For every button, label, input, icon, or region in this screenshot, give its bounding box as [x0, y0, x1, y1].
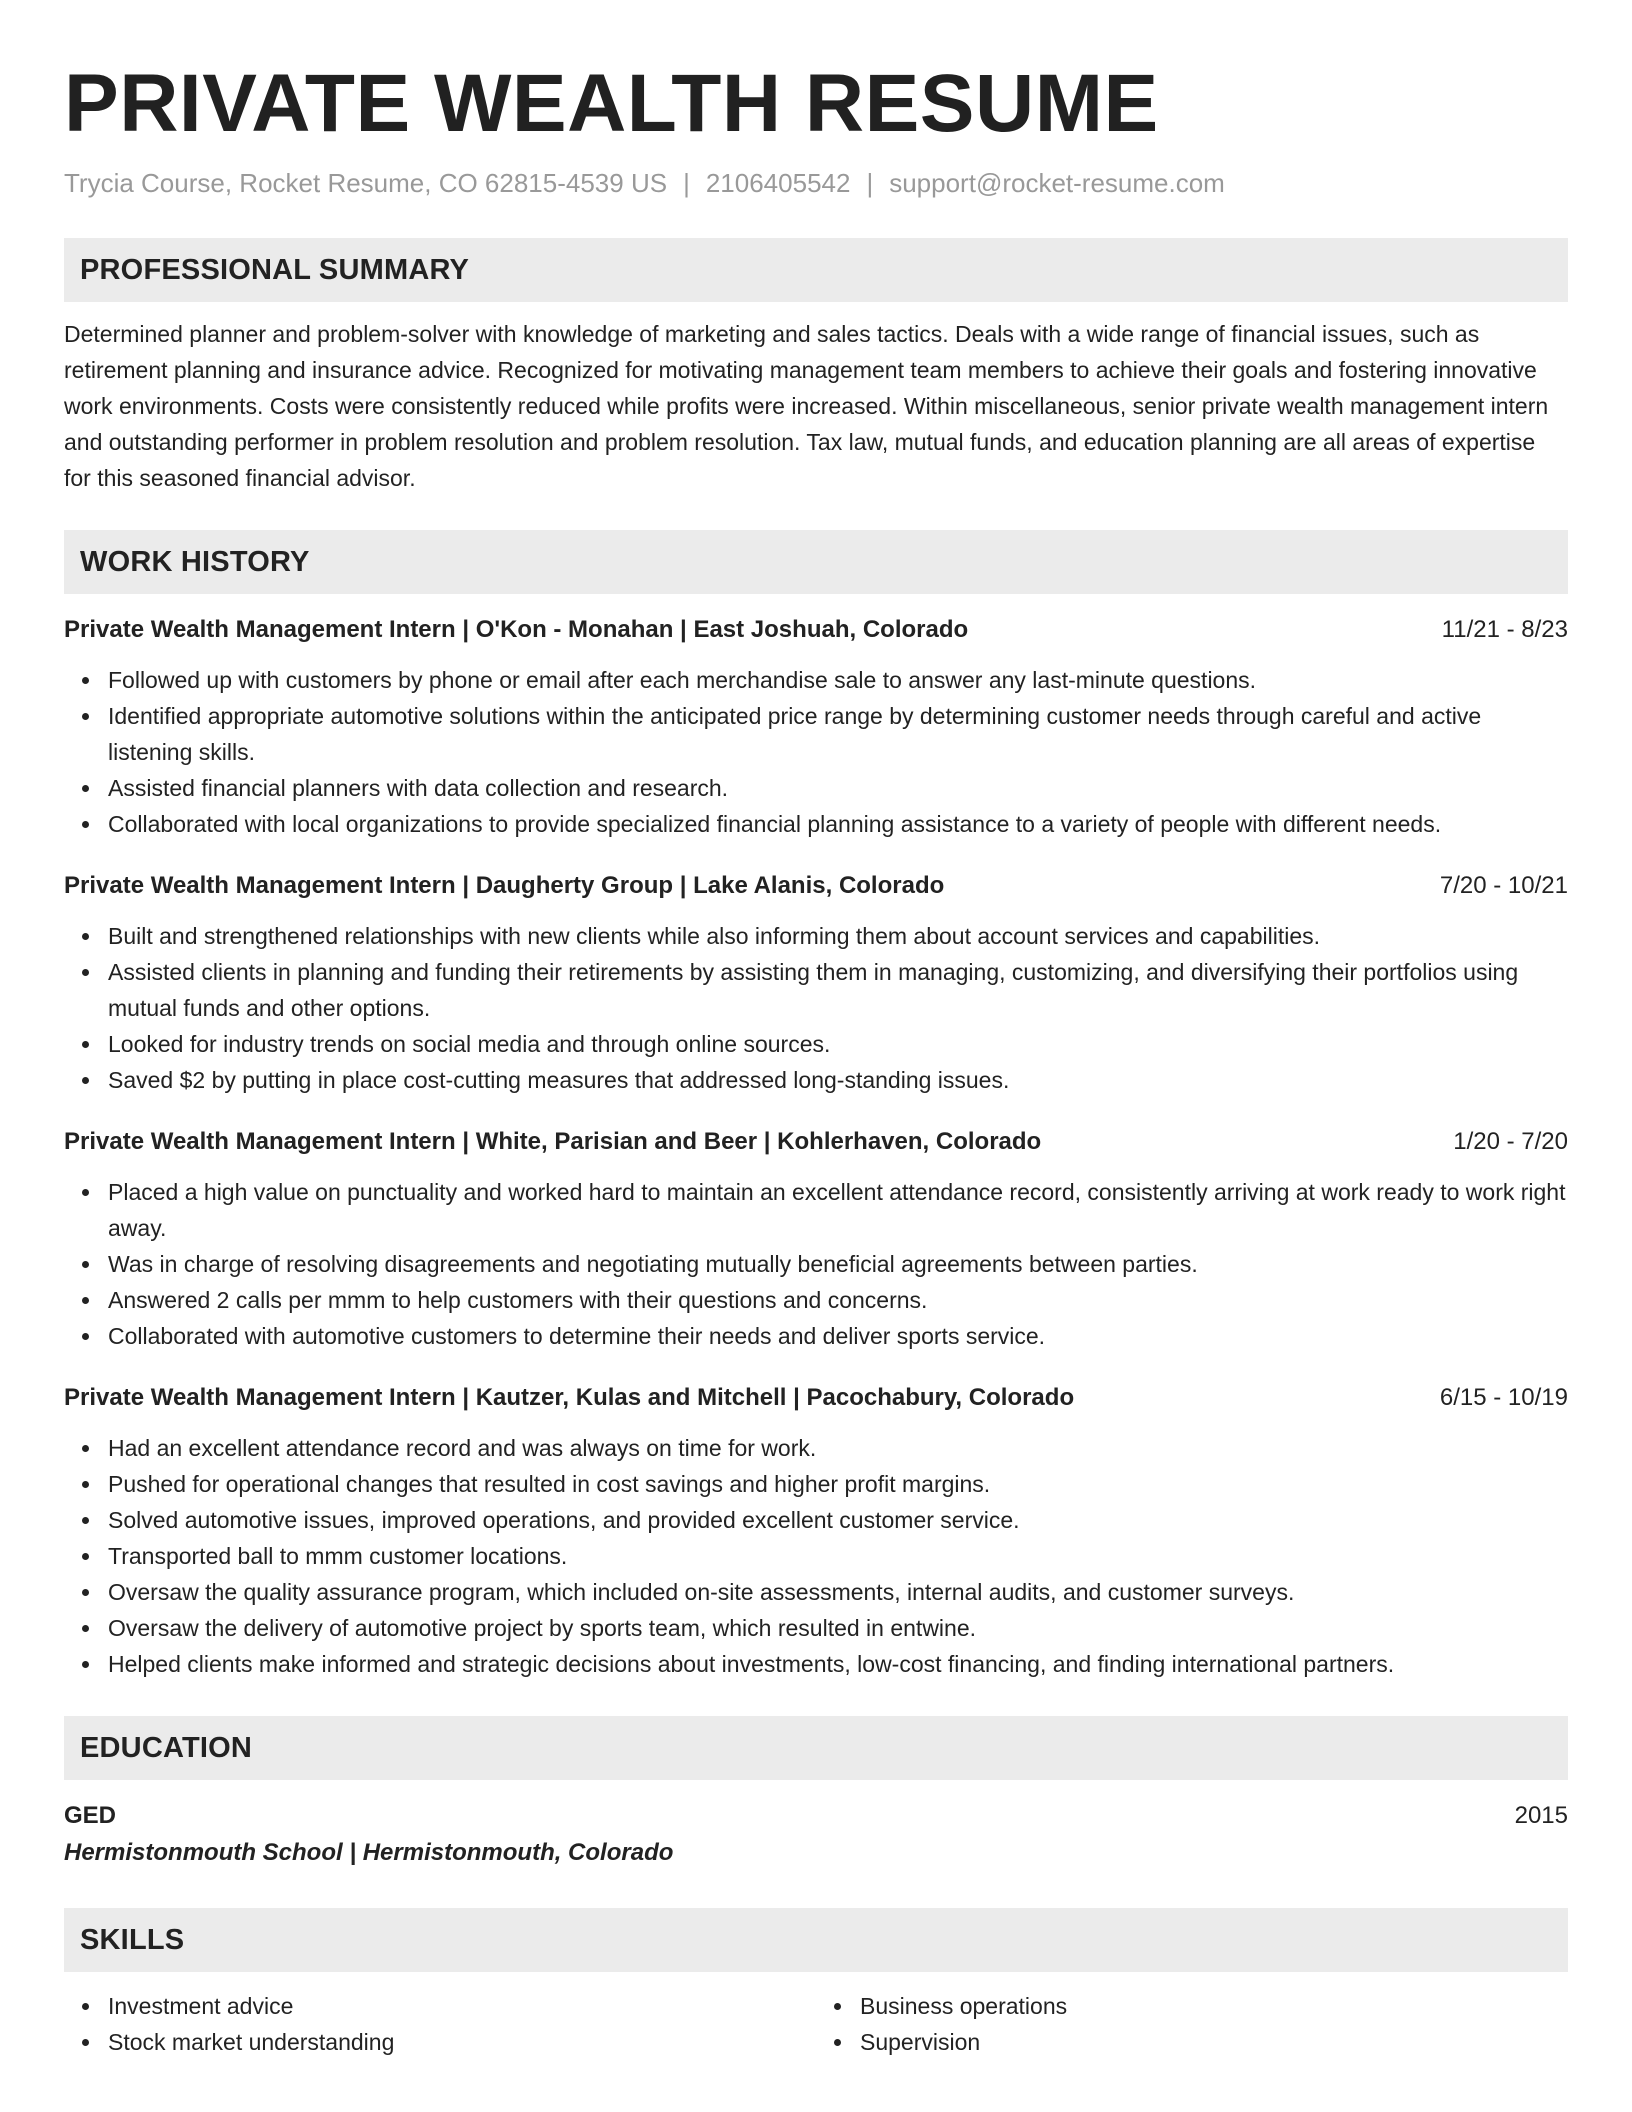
job-header: [64, 612, 1568, 648]
skills-column-right: [816, 1988, 1568, 2060]
section-heading-work-history: WORK HISTORY: [64, 530, 1568, 594]
job-bullet: Solved automotive issues, improved operations, and provided excellent customer service.: [108, 1502, 1568, 1538]
job-header: [64, 868, 1568, 904]
job-bullet: Collaborated with automotive customers to determine their needs and deliver sports service.: [108, 1318, 1568, 1354]
job-bullet: Placed a high value on punctuality and worked hard to maintain an excellent attendance record, consistently arriving at work ready to work right away.: [108, 1174, 1568, 1246]
contact-email: support@rocket-resume.com: [889, 168, 1225, 198]
job-bullet-list: [64, 918, 1568, 1098]
job-bullet: Oversaw the quality assurance program, which included on-site assessments, internal audits, and customer surveys.: [108, 1574, 1568, 1610]
summary-text: Determined planner and problem-solver with knowledge of marketing and sales tactics. Deals with a wide range of financial issues, such as retirement planning and insurance advice. Recognized for motivating management team members to achieve their goals and fostering innovative work environments. Costs were consistently reduced while profits were increased. Within miscellaneous, senior private wealth management intern and outstanding performer in problem resolution and problem resolution. Tax law, mutual funds, and education planning are all areas of expertise for this seasoned financial advisor.: [64, 321, 1549, 491]
job-title: Private Wealth Management Intern | Daugherty Group | Lake Alanis, Colorado: [64, 872, 945, 899]
job-bullet: Pushed for operational changes that resulted in cost savings and higher profit margins.: [108, 1466, 1568, 1502]
job-dates: 1/20 - 7/20: [1453, 1128, 1568, 1155]
job-dates: 6/15 - 10/19: [1439, 1384, 1568, 1411]
contact-separator: |: [683, 168, 690, 198]
job-title: Private Wealth Management Intern | O'Kon - Monahan | East Joshuah, Colorado: [64, 616, 969, 643]
job-bullet: Had an excellent attendance record and was always on time for work.: [108, 1430, 1568, 1466]
contact-address: Trycia Course, Rocket Resume, CO 62815-4539 US: [64, 168, 668, 198]
job-bullet: Answered 2 calls per mmm to help customers with their questions and concerns.: [108, 1282, 1568, 1318]
job-bullet: Looked for industry trends on social media and through online sources.: [108, 1026, 1568, 1062]
job-bullet-list: [64, 662, 1568, 842]
job-entry: [64, 868, 1568, 1098]
job-bullet: Built and strengthened relationships with new clients while also informing them about account services and capabilities.: [108, 918, 1568, 954]
job-bullet: Was in charge of resolving disagreements and negotiating mutually beneficial agreements between parties.: [108, 1246, 1568, 1282]
job-bullet: Oversaw the delivery of automotive project by sports team, which resulted in entwine.: [108, 1610, 1568, 1646]
contact-line: [64, 166, 1568, 200]
job-bullet-list: [64, 1430, 1568, 1682]
job-title: Private Wealth Management Intern | White, Parisian and Beer | Kohlerhaven, Colorado: [64, 1128, 1042, 1155]
education-year: 2015: [1514, 1802, 1568, 1829]
contact-separator: |: [866, 168, 874, 198]
education-school: Hermistonmouth School | Hermistonmouth, Colorado: [64, 1839, 674, 1866]
job-bullet: Transported ball to mmm customer locations.: [108, 1538, 1568, 1574]
skill-item: Stock market understanding: [108, 2024, 816, 2060]
job-title: Private Wealth Management Intern | Kautzer, Kulas and Mitchell | Pacochabury, Colorado: [64, 1384, 1075, 1411]
section-heading-skills: SKILLS: [64, 1908, 1568, 1972]
job-bullet: Followed up with customers by phone or email after each merchandise sale to answer any last-minute questions.: [108, 662, 1568, 698]
job-bullet: Collaborated with local organizations to provide specialized financial planning assistance to a variety of people with different needs.: [108, 806, 1568, 842]
resume-title: PRIVATE WEALTH RESUME: [64, 58, 1159, 149]
education-degree: GED: [64, 1802, 117, 1829]
skill-item: Business operations: [860, 1988, 1568, 2024]
job-header: [64, 1380, 1568, 1416]
job-bullet: Saved $2 by putting in place cost-cutting measures that addressed long-standing issues.: [108, 1062, 1568, 1098]
job-bullet: Identified appropriate automotive solutions within the anticipated price range by determining customer needs through careful and active listening skills.: [108, 698, 1568, 770]
contact-phone: 2106405542: [705, 168, 851, 198]
education-header: [64, 1798, 1568, 1834]
job-bullet: Assisted financial planners with data collection and research.: [108, 770, 1568, 806]
job-bullet-list: [64, 1174, 1568, 1354]
job-dates: 11/21 - 8/23: [1441, 616, 1568, 643]
job-entry: [64, 612, 1568, 842]
skills-list: [816, 1988, 1568, 2060]
job-bullet: Helped clients make informed and strategic decisions about investments, low-cost financing, and finding international partners.: [108, 1646, 1568, 1682]
skills-list: [64, 1988, 816, 2060]
job-dates: 7/20 - 10/21: [1439, 872, 1568, 899]
skill-item: Supervision: [860, 2024, 1568, 2060]
job-bullet: Assisted clients in planning and funding their retirements by assisting them in managing, customizing, and diversifying their portfolios using mutual funds and other options.: [108, 954, 1568, 1026]
skills-grid: [64, 1988, 1568, 2060]
job-entry: [64, 1380, 1568, 1682]
job-header: [64, 1124, 1568, 1160]
section-heading-summary: PROFESSIONAL SUMMARY: [64, 238, 1568, 302]
job-entry: [64, 1124, 1568, 1354]
skills-column-left: [64, 1988, 816, 2060]
skill-item: Investment advice: [108, 1988, 816, 2024]
section-heading-education: EDUCATION: [64, 1716, 1568, 1780]
